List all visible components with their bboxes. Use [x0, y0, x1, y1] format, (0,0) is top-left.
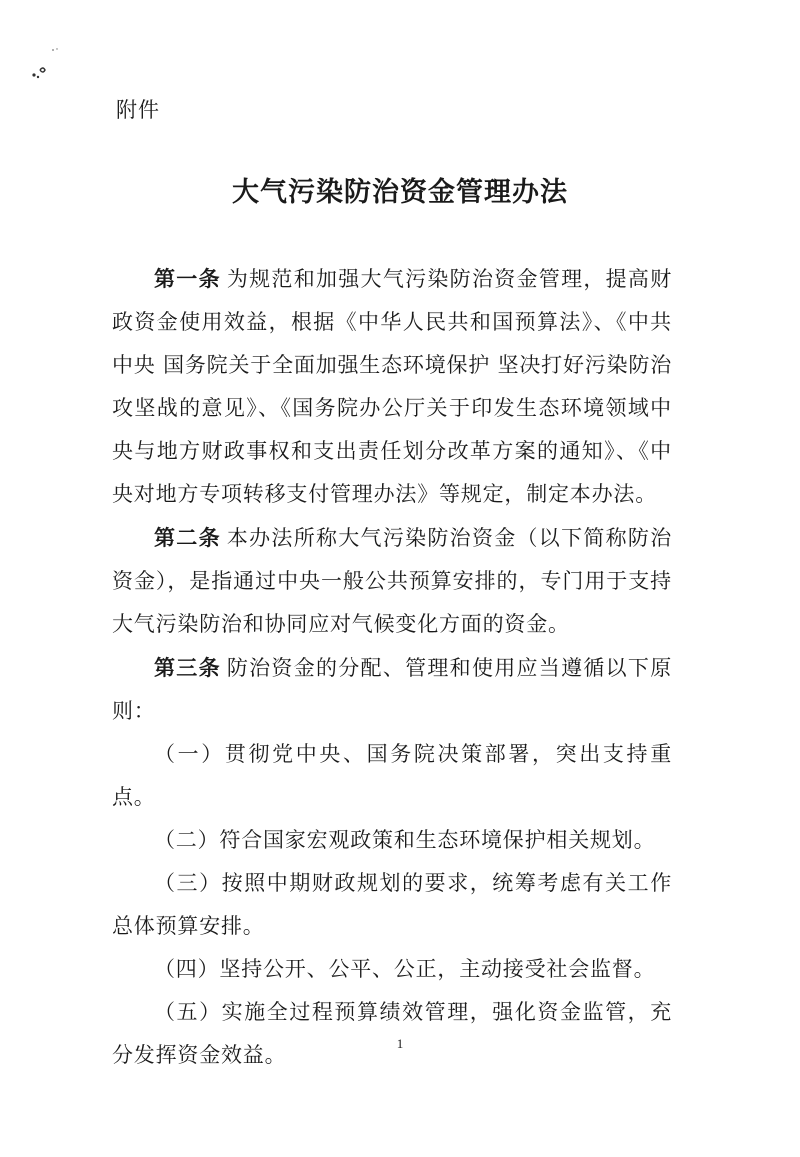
article-3-text: 防治资金的分配、管理和使用应当遵循以下原则： — [112, 656, 673, 723]
article-2-text: 本办法所称大气污染防治资金（以下简称防治资金），是指通过中央一般公共预算安排的，专门用于支持大气污染防治和协同应对气候变化方面的资金。 — [112, 526, 673, 636]
attachment-label: 附件 — [116, 98, 160, 122]
article-1-heading: 第一条 — [154, 266, 221, 291]
principle-item-4: （四）坚持公开、公平、公正，主动接受社会监督。 — [154, 957, 656, 981]
article-1-text: 为规范和加强大气污染防治资金管理，提高财政资金使用效益，根据《中华人民共和国预算法》、《中共中央 国务院关于全面加强生态环境保护 坚决打好污染防治攻坚战的意见》、《国务院办公厅关于印发生态环境领域中央与地方财政事权和支出责任划分改革方案的通知》、《中央对地方专项转移支付管理办法》等规定，制定本办法。 — [112, 267, 673, 506]
article-2-heading: 第二条 — [154, 525, 221, 550]
page-number: 1 — [396, 1036, 404, 1051]
article-3 — [112, 646, 672, 733]
principle-item-3: （三）按照中期财政规划的要求，统筹考虑有关工作总体预算安排。 — [112, 871, 672, 938]
article-1 — [112, 257, 672, 516]
principle-item-1: （一）贯彻党中央、国务院决策部署，突出支持重点。 — [112, 742, 672, 809]
scan-marks — [22, 44, 82, 84]
document-body — [112, 257, 672, 1077]
page-title: 大气污染防治资金管理办法 — [232, 177, 568, 208]
principle-item-2: （二）符合国家宏观政策和生态环境保护相关规划。 — [154, 828, 656, 852]
article-3-heading: 第三条 — [154, 655, 221, 680]
article-2 — [112, 516, 672, 646]
principle-item-5: （五）实施全过程预算绩效管理，强化资金监管，充分发挥资金效益。 — [112, 1000, 672, 1067]
